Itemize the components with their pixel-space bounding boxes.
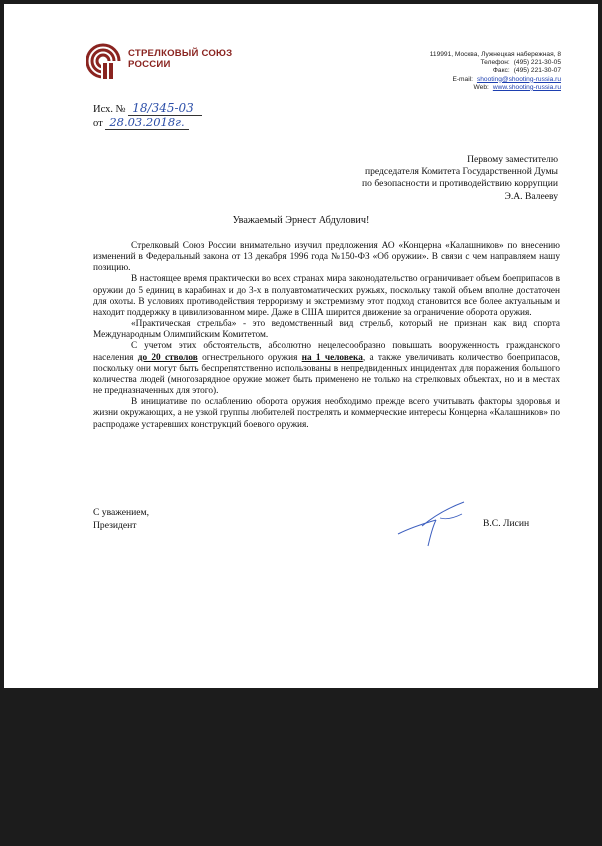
web-label: Web:: [473, 83, 489, 91]
emphasis-weapons-count: до 20 стволов: [137, 352, 198, 363]
web-link[interactable]: www.shooting-russia.ru: [492, 83, 561, 91]
letterhead-contacts: [403, 51, 561, 92]
fax-row: [403, 67, 561, 75]
addressee-line: председателя Комитета Государственной Думы: [364, 166, 558, 178]
letter-body: [93, 241, 560, 431]
body-paragraph: Стрелковый Союз России внимательно изучил предложения АО «Концерна «Калашников» по внесению изменений в Федеральный закона от 13 декабря 1996 года №150-ФЗ «Об оружии». В связи с чем направляем нашу позицию.: [93, 241, 560, 274]
phone-label: Телефон:: [480, 59, 510, 67]
closing-title: Президент: [93, 520, 137, 531]
target-rings-logo-icon: [86, 42, 124, 80]
body-paragraph: В инициативе по ослаблению оборота оружия необходимо прежде всего учитывать факторы здоровья и жизни окружающих, а не узкой группы любителей пострелять и коммерческие интересы Концерна «Калашников» по распродаже устаревших конструкций боевого оружия.: [93, 397, 560, 430]
letter-page: [4, 4, 598, 688]
org-name-line-1: СТРЕЛКОВЫЙ СОЮЗ: [128, 48, 233, 59]
handwritten-signature: [392, 498, 472, 548]
email-row: [403, 76, 561, 84]
outgoing-number-label: Исх. №: [93, 104, 126, 115]
closing-regards: С уважением,: [93, 507, 150, 518]
body-paragraph: [93, 341, 560, 397]
email-label: E-mail:: [452, 75, 473, 83]
closing-block: [93, 506, 149, 532]
phone-number: (495) 221-30-05: [513, 59, 561, 67]
addressee-line: Первому заместителю: [467, 154, 558, 165]
body-paragraph: «Практическая стрельба» - это ведомственный вид стрельб, который не признан как вид спорта Международным Олимпийским Комитетом.: [93, 319, 560, 341]
outgoing-date: [93, 115, 189, 129]
signer-name: В.С. Лисин: [483, 518, 530, 529]
organization-name: [128, 48, 232, 70]
dark-background-area: [0, 688, 602, 846]
org-name-line-2: РОССИИ: [128, 59, 171, 70]
paragraph-text: , а также увеличивать количество боеприпасов, поскольку они могут быть беспрепятственно использованы в непредвиденных инцидентах для поражения большого количества людей (многозарядное оружие может быть применено не только на стрелковых объектах, но и в местах не предназначенных для этого).: [93, 352, 560, 397]
postal-address: 119991, Москва, Лужнецкая набережная, 8: [429, 51, 561, 58]
emphasis-per-person: на 1 человека: [301, 352, 363, 363]
paragraph-text: огнестрельного оружия: [197, 352, 302, 363]
paragraph-text: С учетом этих обстоятельств, абсолютно нецелесообразно повышать вооруженность гражданского населения: [93, 341, 560, 363]
email-link[interactable]: shooting@shooting-russia.ru: [476, 75, 561, 83]
addressee-line: по безопасности и противодействию коррупции: [362, 178, 558, 190]
body-paragraph: В настоящее время практически во всех странах мира законодательство ограничивает объем боеприпасов в оружии до 5 единиц в карабинах и до 3-х в полуавтоматических ружьях, поскольку такой объем вполне достаточен для охоты. В условиях противодействия терроризму и экстремизму этот подход становится все более актуальным и находит поддержку в цивилизованном мире. Даже в США ширится движение за ограничение оборота оружия.: [93, 274, 560, 318]
fax-number: (495) 221-30-07: [513, 67, 561, 75]
outgoing-number-value: 18/345-03: [128, 101, 202, 116]
addressee-line: Э.А. Валееву: [504, 190, 558, 202]
fax-label: Факс:: [492, 67, 510, 75]
outgoing-date-value: 28.03.2018г.: [105, 115, 188, 130]
addressee-block: [302, 154, 558, 203]
salutation: Уважаемый Эрнест Абдулович!: [232, 215, 370, 226]
web-row: [403, 84, 561, 92]
phone-row: [403, 59, 561, 67]
outgoing-number: [93, 101, 202, 115]
outgoing-date-label: от: [93, 118, 103, 129]
